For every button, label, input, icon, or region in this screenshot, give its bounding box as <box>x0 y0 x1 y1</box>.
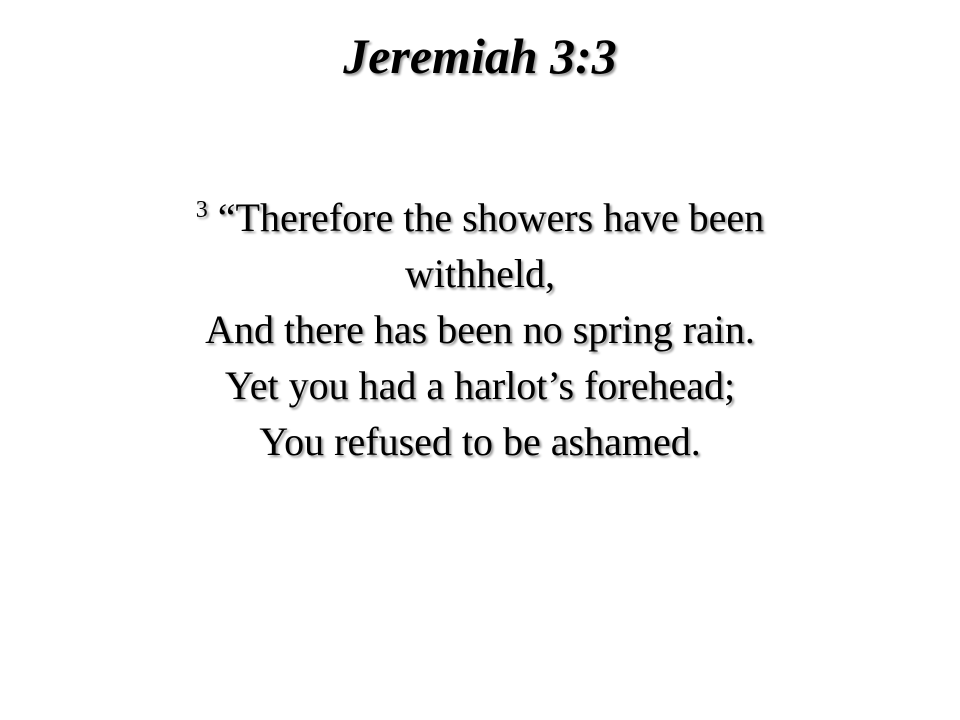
slide-title: Jeremiah 3:3 <box>343 28 617 84</box>
verse-line-5: You refused to be ashamed. <box>259 419 701 464</box>
verse-line-3: And there has been no spring rain. <box>205 307 755 352</box>
verse-line-4: Yet you had a harlot’s forehead; <box>224 363 736 408</box>
verse-line-1 <box>60 182 900 246</box>
verse-line-2: withheld, <box>405 251 555 296</box>
verse-text <box>60 182 900 470</box>
verse-line-1-text: “Therefore the showers have been <box>217 195 765 240</box>
verse-number: 3 <box>195 197 208 223</box>
